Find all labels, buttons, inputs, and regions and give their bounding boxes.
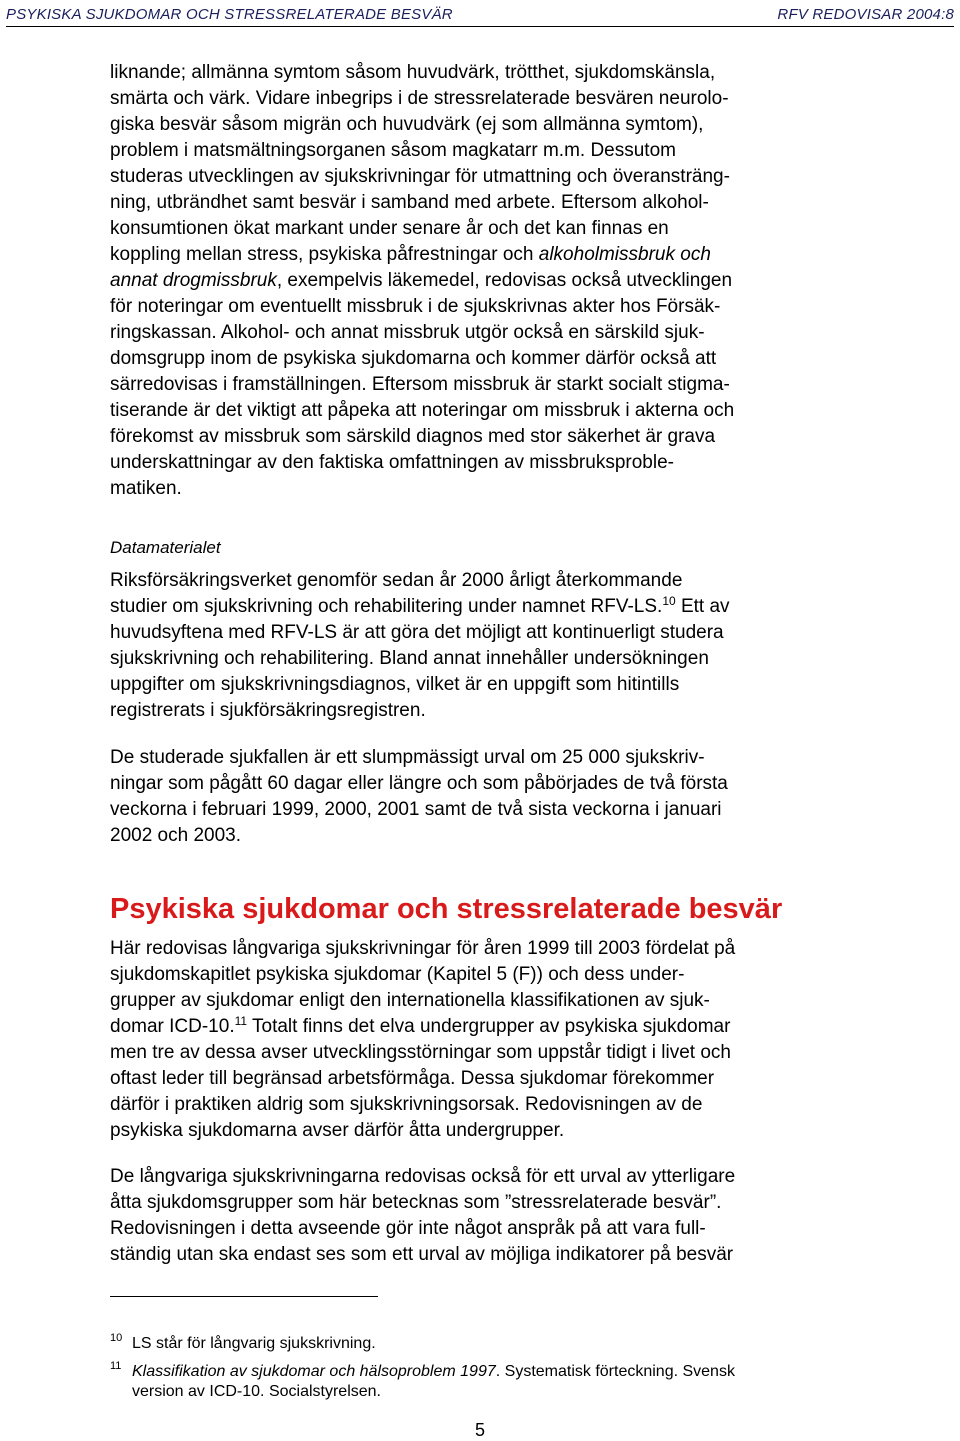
text-line: problem i matsmältningsorganen såsom magkatarr m.m. Dessutom <box>110 140 676 161</box>
text-line: grupper av sjukdomar enligt den internationella klassifikationen av sjuk- <box>110 990 710 1011</box>
text-run: koppling mellan stress, psykiska påfrestningar och <box>110 244 539 265</box>
footnote-ref[interactable]: 10 <box>662 594 676 608</box>
footnote-number: 11 <box>110 1360 122 1372</box>
text-run: version av ICD-10. Socialstyrelsen. <box>132 1383 381 1400</box>
paragraph-datamaterial-1 <box>110 568 850 724</box>
text-run: domar ICD-10. <box>110 1016 235 1037</box>
text-run: . Systematisk förteckning. Svensk <box>495 1363 735 1380</box>
header-report-number: RFV REDOVISAR 2004:8 <box>777 6 954 23</box>
text-line: därför i praktiken aldrig som sjukskrivningsorsak. Redovisningen av de <box>110 1094 703 1115</box>
text-line: huvudsyftena med RFV-LS är att göra det möjligt att kontinuerligt studera <box>110 622 724 643</box>
footnote-number: 10 <box>110 1332 123 1344</box>
text-line: ringskassan. Alkohol- och annat missbruk utgör också en särskild sjuk- <box>110 322 705 343</box>
section-heading: Psykiska sjukdomar och stressrelaterade besvär <box>110 893 783 925</box>
text-line: De studerade sjukfallen är ett slumpmässigt urval om 25 000 sjukskriv- <box>110 747 705 768</box>
paragraph-intro <box>110 60 850 502</box>
paragraph-datamaterial-2 <box>110 745 850 849</box>
text-line: åtta sjukdomsgrupper som här betecknas som ”stressrelaterade besvär”. <box>110 1192 722 1213</box>
text-line: registrerats i sjukförsäkringsregistren. <box>110 700 426 721</box>
text-line: tiserande är det viktigt att påpeka att noteringar om missbruk i akterna och <box>110 400 735 421</box>
running-header <box>6 6 954 27</box>
text-line: studeras utvecklingen av sjukskrivningar för utmattning och överansträng- <box>110 166 730 187</box>
page-number: 5 <box>474 1420 485 1440</box>
text-line: ständig utan ska endast ses som ett urval av möjliga indikatorer på besvär <box>110 1244 734 1265</box>
text-line: matiken. <box>110 478 182 499</box>
footnote-title: Klassifikation av sjukdomar och hälsoproblem 1997 <box>132 1363 496 1380</box>
footnote-text <box>132 1362 852 1402</box>
text-line: Riksförsäkringsverket genomför sedan år 2000 årligt återkommande <box>110 570 683 591</box>
text-run: Ett av <box>675 596 730 617</box>
text-run: , exempelvis läkemedel, redovisas också utvecklingen <box>276 270 733 291</box>
text-line: ning, utbrändhet samt besvär i samband med arbete. Eftersom alkohol- <box>110 192 709 213</box>
text-line: giska besvär såsom migrän och huvudvärk (ej som allmänna symtom), <box>110 114 704 135</box>
text-line: Redovisningen i detta avseende gör inte något anspråk på att vara full- <box>110 1218 706 1239</box>
text-line: underskattningar av den faktiska omfattningen av missbruksproble- <box>110 452 674 473</box>
text-run: Totalt finns det elva undergrupper av psykiska sjukdomar <box>247 1016 731 1037</box>
text-line: ningar som pågått 60 dagar eller längre och som påbörjades de två första <box>110 773 728 794</box>
header-title: PSYKISKA SJUKDOMAR OCH STRESSRELATERADE BESVÄR <box>6 6 453 23</box>
text-line: men tre av dessa avser utvecklingsstörningar som uppstår tidigt i livet och <box>110 1042 731 1063</box>
text-line: liknande; allmänna symtom såsom huvudvärk, trötthet, sjukdomskänsla, <box>110 62 716 83</box>
text-line: uppgifter om sjukskrivningsdiagnos, vilket är en uppgift som hitintills <box>110 674 680 695</box>
text-line <box>110 594 850 620</box>
italic-term: annat drogmissbruk <box>110 270 277 291</box>
text-line: smärta och värk. Vidare inbegrips i de stressrelaterade besvären neurolo- <box>110 88 729 109</box>
footnote-divider <box>110 1296 378 1297</box>
text-line <box>110 268 850 294</box>
footnote-ref[interactable]: 11 <box>234 1014 248 1028</box>
text-line: De långvariga sjukskrivningarna redovisas också för ett urval av ytterligare <box>110 1166 736 1187</box>
text-line: domsgrupp inom de psykiska sjukdomarna och kommer därför också att <box>110 348 717 369</box>
italic-term: alkoholmissbruk och <box>538 244 711 265</box>
text-line: särredovisas i framställningen. Eftersom missbruk är starkt socialt stigma- <box>110 374 730 395</box>
text-line: psykiska sjukdomarna avser därför åtta undergrupper. <box>110 1120 565 1141</box>
paragraph-psykiska-1 <box>110 936 850 1144</box>
footnote-text: LS står för långvarig sjukskrivning. <box>132 1335 376 1352</box>
text-line: Här redovisas långvariga sjukskrivningar för åren 1999 till 2003 fördelat på <box>110 938 736 959</box>
text-line: förekomst av missbruk som särskild diagnos med stor säkerhet är grava <box>110 426 716 447</box>
text-line: oftast leder till begränsad arbetsförmåga. Dessa sjukdomar förekommer <box>110 1068 715 1089</box>
text-run: studier om sjukskrivning och rehabilitering under namnet RFV-LS. <box>110 596 663 617</box>
paragraph-psykiska-2 <box>110 1164 850 1268</box>
text-line: sjukdomskapitlet psykiska sjukdomar (Kapitel 5 (F)) och dess under- <box>110 964 685 985</box>
text-line: för noteringar om eventuellt missbruk i de sjukskrivnas akter hos Försäk- <box>110 296 721 317</box>
text-line: konsumtionen ökat markant under senare år och det kan finnas en <box>110 218 669 239</box>
text-line: veckorna i februari 1999, 2000, 2001 samt de två sista veckorna i januari <box>110 799 722 820</box>
section-subheading: Datamaterialet <box>110 538 221 557</box>
text-line <box>110 1014 850 1040</box>
text-line: sjukskrivning och rehabilitering. Bland annat innehåller undersökningen <box>110 648 709 669</box>
text-line: 2002 och 2003. <box>110 825 242 846</box>
text-line <box>110 242 850 268</box>
